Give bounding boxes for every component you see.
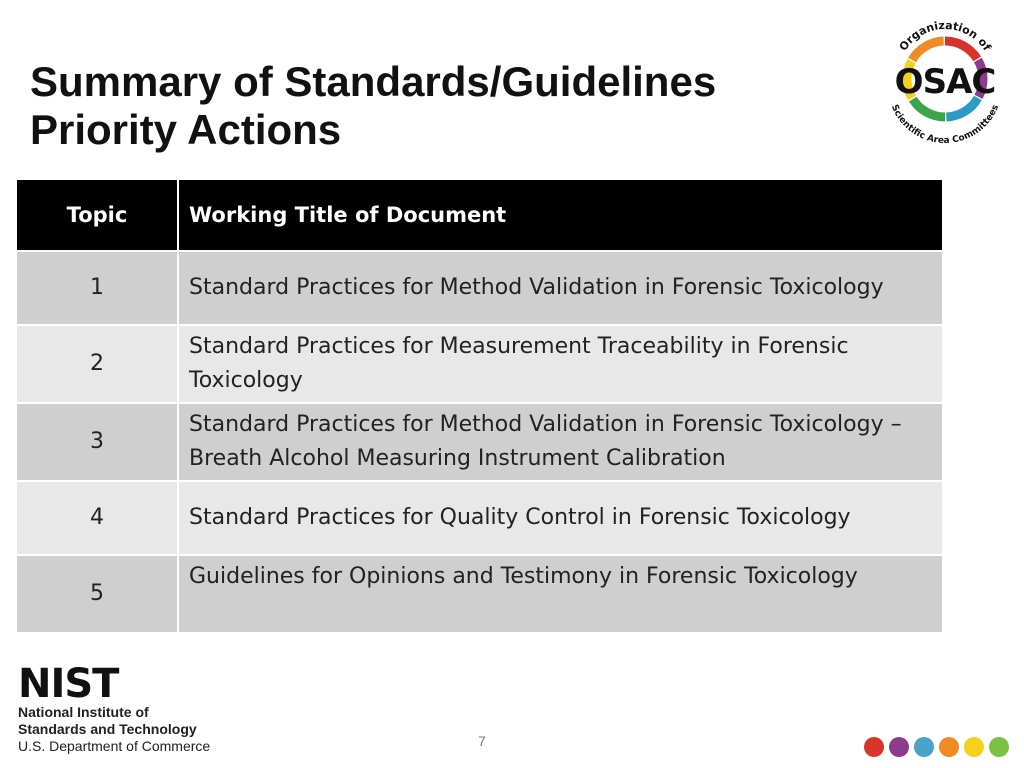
- nist-line3: U.S. Department of Commerce: [18, 738, 211, 754]
- title-cell: Guidelines for Opinions and Testimony in Forensic Toxicology: [178, 555, 943, 633]
- table-row: [16, 403, 943, 481]
- topic-cell: 1: [16, 251, 178, 325]
- osac-logo: [880, 14, 1010, 144]
- color-dots: [864, 737, 1009, 757]
- title-cell: Standard Practices for Measurement Traceability in Forensic Toxicology: [178, 325, 943, 403]
- nist-wordmark: NIST: [18, 661, 119, 707]
- page-title-line1: Summary of Standards/Guidelines: [30, 58, 717, 105]
- table-row: [16, 555, 943, 633]
- osac-ring-segment: [912, 41, 944, 60]
- color-dot: [889, 737, 909, 757]
- osac-ring-segment: [945, 41, 977, 59]
- color-dot: [914, 737, 934, 757]
- topic-cell: 3: [16, 403, 178, 481]
- color-dot: [939, 737, 959, 757]
- osac-org-top-text: Organization of: [896, 18, 994, 54]
- page-title: [30, 58, 850, 154]
- table-row: [16, 251, 943, 325]
- table-header-row: [16, 179, 943, 251]
- title-cell: Standard Practices for Method Validation in Forensic Toxicology – Breath Alcohol Measuring Instrument Calibration: [178, 403, 943, 481]
- title-cell: Standard Practices for Quality Control in Forensic Toxicology: [178, 481, 943, 555]
- svg-text:Organization of: [897, 19, 994, 54]
- table-row: [16, 481, 943, 555]
- svg-text:Scientific Area Committees: [889, 103, 1001, 144]
- color-dot: [864, 737, 884, 757]
- title-cell: Standard Practices for Method Validation in Forensic Toxicology: [178, 251, 943, 325]
- standards-table: [15, 178, 944, 634]
- header-working-title-text: Working Title of Document: [189, 203, 507, 227]
- color-dot: [989, 737, 1009, 757]
- nist-line2: Standards and Technology: [18, 721, 197, 737]
- header-topic: Topic: [16, 179, 178, 251]
- osac-acronym: OSAC: [894, 62, 996, 102]
- topic-cell: 5: [16, 555, 178, 633]
- page-number: 7: [478, 733, 486, 749]
- header-working-title: [178, 179, 943, 251]
- page-title-line2: Priority Actions: [30, 106, 342, 153]
- topic-cell: 2: [16, 325, 178, 403]
- table-row: [16, 325, 943, 403]
- nist-logo: [18, 661, 238, 755]
- color-dot: [964, 737, 984, 757]
- nist-line1: National Institute of: [18, 704, 149, 720]
- topic-cell: 4: [16, 481, 178, 555]
- osac-org-bottom-text: Scientific Area Committees: [888, 103, 1002, 144]
